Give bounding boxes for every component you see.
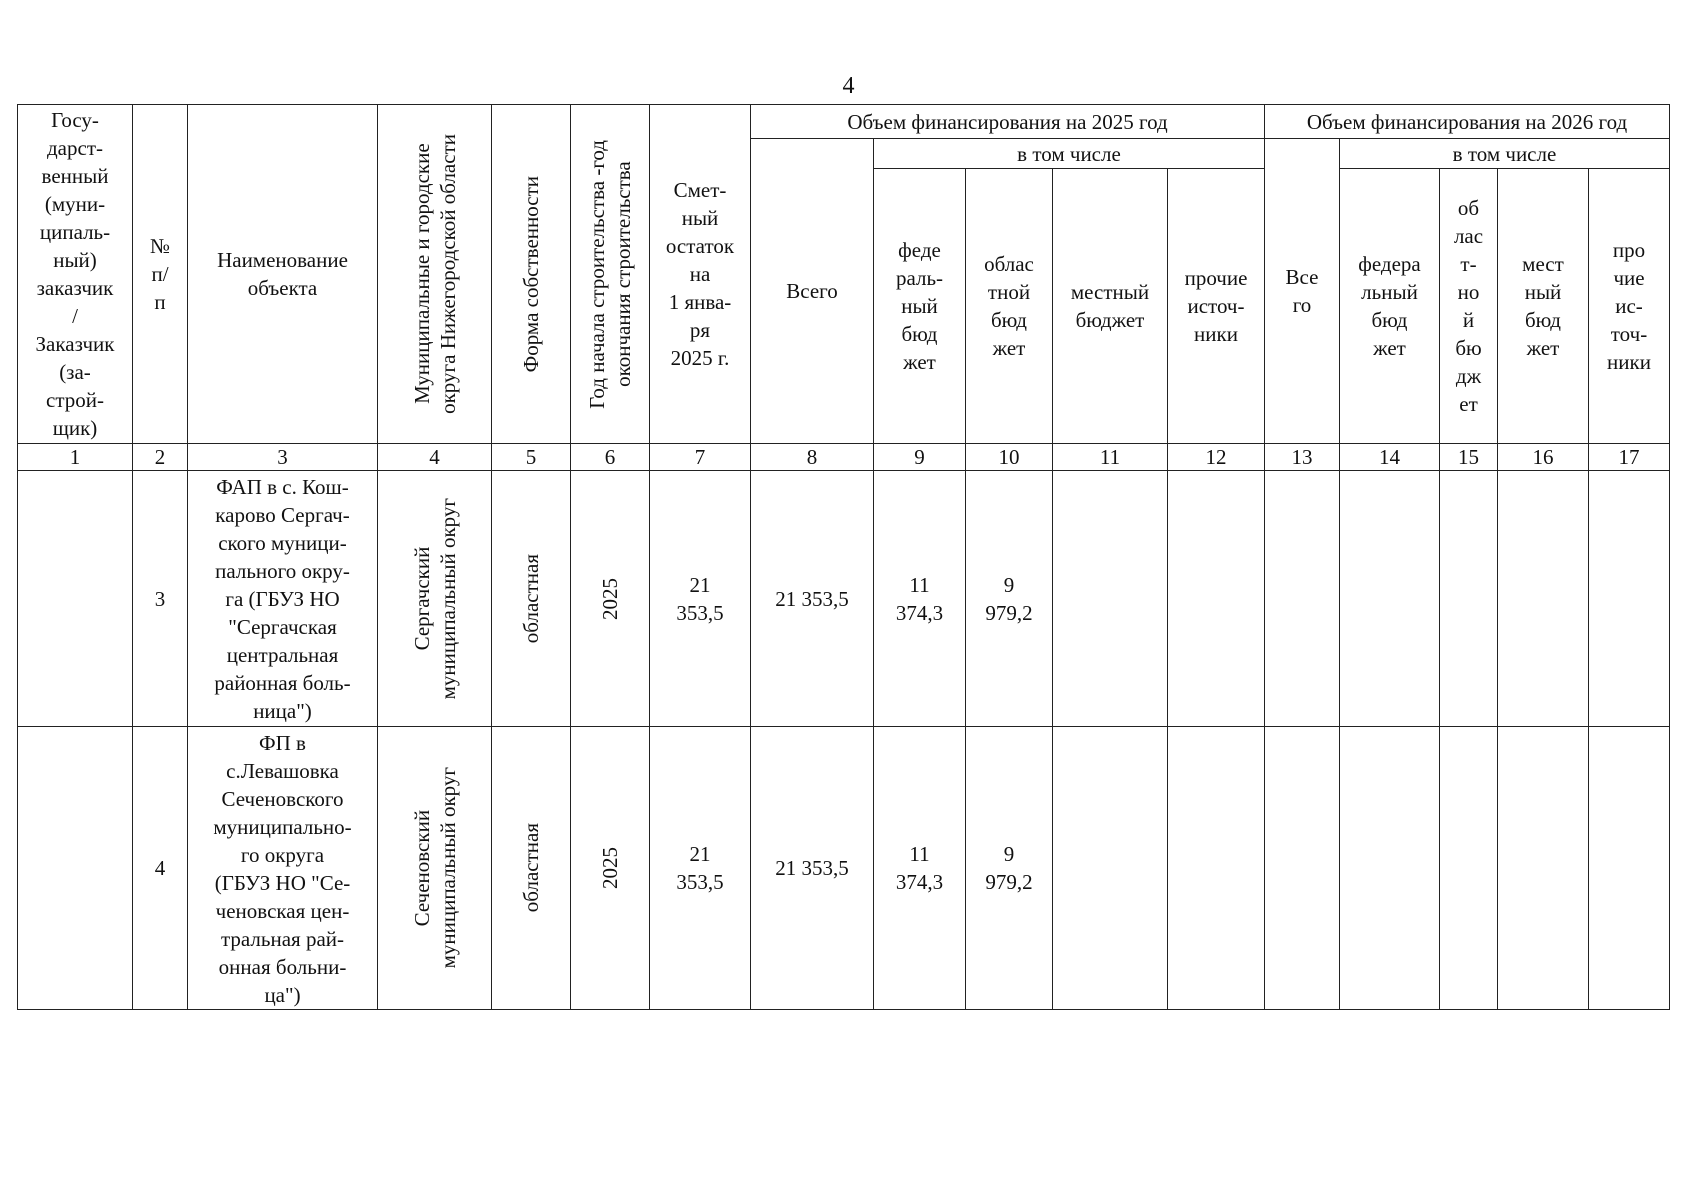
cell-local-2026	[1498, 727, 1589, 1010]
column-number: 2	[133, 444, 188, 471]
table-row	[18, 471, 1670, 727]
header-other-2026: про чие ис- точ- ники	[1589, 169, 1670, 444]
cell-district	[378, 727, 492, 1010]
header-ownership	[492, 105, 571, 444]
cell-total-2026	[1265, 727, 1340, 1010]
column-number: 8	[751, 444, 874, 471]
header-federal-2026: федера льный бюд жет	[1340, 169, 1440, 444]
column-number: 13	[1265, 444, 1340, 471]
cell-federal-2026	[1340, 471, 1440, 727]
header-total-2025: Всего	[751, 139, 874, 444]
column-number: 5	[492, 444, 571, 471]
column-number: 3	[188, 444, 378, 471]
header-funding-2026: Объем финансирования на 2026 год	[1265, 105, 1670, 139]
column-number: 1	[18, 444, 133, 471]
cell-ownership	[492, 471, 571, 727]
cell-object-name: ФАП в с. Кош- карово Сергач- ского муници- пального окру- га (ГБУЗ НО "Сергачская центральная районная боль- ница")	[188, 471, 378, 727]
column-number: 10	[966, 444, 1053, 471]
cell-federal-2025: 11 374,3	[874, 727, 966, 1010]
cell-local-2026	[1498, 471, 1589, 727]
header-customer: Госу- дарст- венный (муни- ципаль- ный) заказчик / Заказчик (за- строй- щик)	[18, 105, 133, 444]
table-row	[18, 727, 1670, 1010]
cell-years-text: 2025	[598, 847, 622, 889]
cell-num: 3	[133, 471, 188, 727]
cell-estimate: 21 353,5	[650, 471, 751, 727]
column-number: 12	[1168, 444, 1265, 471]
cell-district-text: Сергачский муниципальный округ	[409, 497, 460, 700]
cell-other-2026	[1589, 727, 1670, 1010]
column-numbers-row	[18, 444, 1670, 471]
cell-regional-2025: 9 979,2	[966, 471, 1053, 727]
cell-customer	[18, 727, 133, 1010]
header-num: № п/ п	[133, 105, 188, 444]
cell-regional-2026	[1440, 471, 1498, 727]
column-number: 16	[1498, 444, 1589, 471]
header-districts	[378, 105, 492, 444]
cell-federal-2026	[1340, 727, 1440, 1010]
header-federal-2025: феде раль- ный бюд жет	[874, 169, 966, 444]
cell-total-2025: 21 353,5	[751, 471, 874, 727]
cell-federal-2025: 11 374,3	[874, 471, 966, 727]
cell-object-name: ФП в с.Левашовка Сеченовского муниципально- го округа (ГБУЗ НО "Се- ченовская цен- тральная рай- онная больни- ца")	[188, 727, 378, 1010]
header-ownership-text: Форма собственности	[519, 175, 543, 373]
cell-years-text: 2025	[598, 577, 622, 620]
column-number: 15	[1440, 444, 1498, 471]
financing-table	[17, 104, 1670, 1010]
cell-num: 4	[133, 727, 188, 1010]
header-funding-2025: Объем финансирования на 2025 год	[751, 105, 1265, 139]
header-row-1	[18, 105, 1670, 139]
column-number: 6	[571, 444, 650, 471]
column-number: 7	[650, 444, 751, 471]
page-number: 4	[842, 73, 855, 99]
header-regional-2025: облас тной бюд жет	[966, 169, 1053, 444]
column-number: 4	[378, 444, 492, 471]
header-other-2025: прочие источ- ники	[1168, 169, 1265, 444]
header-object-name: Наименование объекта	[188, 105, 378, 444]
cell-ownership-text: областная	[519, 553, 543, 644]
cell-estimate: 21 353,5	[650, 727, 751, 1010]
cell-ownership-text: областная	[519, 823, 543, 913]
cell-other-2026	[1589, 471, 1670, 727]
column-number: 17	[1589, 444, 1670, 471]
header-total-2026: Все го	[1265, 139, 1340, 444]
header-including-2026: в том числе	[1340, 139, 1670, 169]
header-local-2025: местный бюджет	[1053, 169, 1168, 444]
header-years	[571, 105, 650, 444]
cell-regional-2026	[1440, 727, 1498, 1010]
cell-customer	[18, 471, 133, 727]
cell-district	[378, 471, 492, 727]
header-local-2026: мест ный бюд жет	[1498, 169, 1589, 444]
header-estimate: Смет- ный остаток на 1 янва- ря 2025 г.	[650, 105, 751, 444]
cell-local-2025	[1053, 727, 1168, 1010]
column-number: 9	[874, 444, 966, 471]
cell-total-2026	[1265, 471, 1340, 727]
cell-district-text: Сеченовский муниципальный округ	[409, 767, 460, 969]
cell-total-2025: 21 353,5	[751, 727, 874, 1010]
cell-other-2025	[1168, 727, 1265, 1010]
cell-other-2025	[1168, 471, 1265, 727]
header-including-2025: в том числе	[874, 139, 1265, 169]
header-districts-text: Муниципальные и городские округа Нижегородской области	[409, 134, 460, 414]
cell-ownership	[492, 727, 571, 1010]
cell-regional-2025: 9 979,2	[966, 727, 1053, 1010]
cell-years	[571, 471, 650, 727]
cell-local-2025	[1053, 471, 1168, 727]
cell-years	[571, 727, 650, 1010]
header-years-text: Год начала строительства -год окончания строительства	[585, 139, 635, 409]
header-regional-2026: об лас т- но й бю дж ет	[1440, 169, 1498, 444]
column-number: 14	[1340, 444, 1440, 471]
column-number: 11	[1053, 444, 1168, 471]
